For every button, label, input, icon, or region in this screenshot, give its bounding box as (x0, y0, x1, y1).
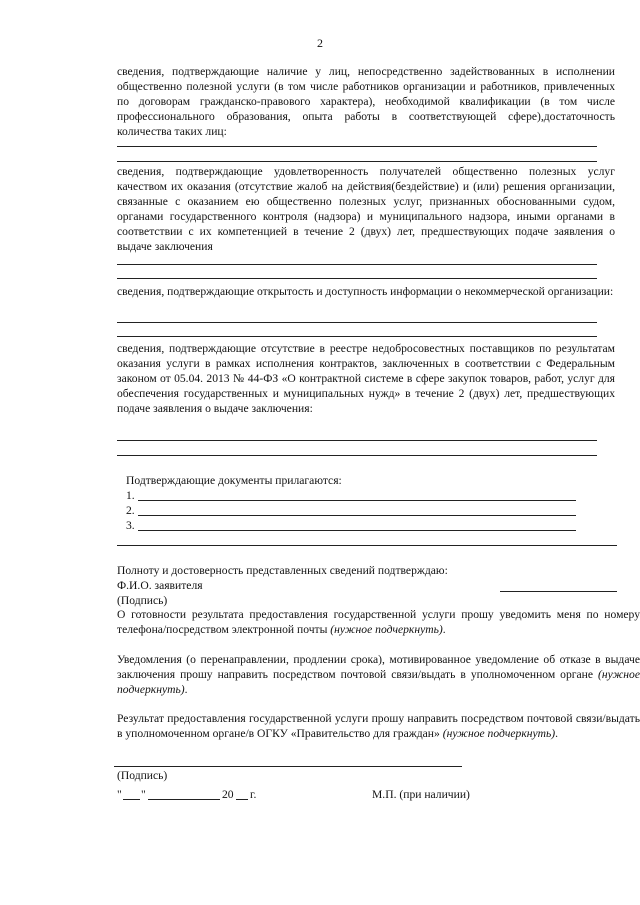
date-year-suffix: г. (250, 788, 257, 801)
applicant-signature-label: (Подпись) (117, 594, 168, 607)
result-delivery-body: Результат предоставления государственной услуги прошу направить посредством почтовой связи/выдать в уполномоченном органе/в ОГКУ «Правительство для граждан» (117, 712, 640, 740)
date-open-quote: " (117, 788, 122, 801)
attachment-field-1[interactable] (138, 500, 576, 501)
result-delivery-note: (нужное подчеркнуть) (442, 727, 556, 740)
date-year-field[interactable] (236, 799, 248, 800)
staff-qualification-text: сведения, подтверждающие наличие у лиц, непосредственно задействованных в исполнении общественно полезной услуги (в том числе работников организации и работников, привлеченных по договорам гражданско-правового характера), необходимой квалификации (в том числе профессионального образования, опыта работы в соответствующей сфере),достаточность количества таких лиц: (117, 65, 615, 138)
footer-signature-label: (Подпись) (117, 769, 168, 782)
registry-answer-line-1[interactable] (117, 440, 597, 441)
registry-text: сведения, подтверждающие отсутствие в реестре недобросовестных поставщиков по результатам оказания услуги в рамках исполнения контрактов, заключенных в соответствии с Федеральным законом от 05.04. 2013 № 44-ФЗ «О контрактной системе в сфере закупок товаров, работ, услуг для обеспечения государственных и муниципальных нужд» в течение 2 (двух) лет, предшествующих подаче заявления о выдаче заключения: (117, 342, 615, 415)
attachment-number: 2. (126, 504, 135, 517)
staff-answer-line-2[interactable] (117, 161, 597, 162)
staff-answer-line-1[interactable] (117, 146, 597, 147)
ready-notification-end: . (442, 623, 446, 636)
applicant-name-label: Ф.И.О. заявителя (117, 579, 203, 592)
page-number: 2 (317, 36, 323, 50)
satisfaction-answer-line-1[interactable] (117, 264, 597, 265)
attachment-field-3[interactable] (138, 530, 576, 531)
openness-answer-line-2[interactable] (117, 336, 597, 337)
ready-notification-body: О готовности результата предоставления государственной услуги прошу уведомить меня по номеру телефона/посредством электронной почты (117, 608, 640, 636)
satisfaction-text: сведения, подтверждающие удовлетворенность получателей общественно полезных услуг качеством их оказания (отсутствие жалоб на действия(бездействие) и (или) решения организации, связанные с оказанием ею общественно полезных услуг, признанных обоснованными судом, органами государственного контроля (надзора) и муниципального надзора, иными органами в соответствии с их компетенцией в течение 2 (двух) лет, предшествующих подаче заявления о выдаче заключения (117, 165, 615, 253)
attachment-number: 1. (126, 489, 135, 502)
satisfaction-answer-line-2[interactable] (117, 278, 597, 279)
signature-line[interactable] (114, 766, 462, 767)
attachments-heading: Подтверждающие документы прилагаются: (126, 474, 342, 487)
refusal-notification-text (117, 652, 640, 697)
date-close-quote: " (141, 788, 146, 801)
ready-notification-text (117, 607, 640, 637)
openness-text: сведения, подтверждающие открытость и доступность информации о некоммерческой организации: (117, 285, 614, 298)
result-delivery-end: . (555, 727, 559, 740)
result-delivery-text (117, 711, 640, 756)
date-year-prefix: 20 (222, 788, 234, 801)
attachment-field-2[interactable] (138, 515, 576, 516)
registry-answer-line-2[interactable] (117, 455, 597, 456)
refusal-notification-body: Уведомления (о перенаправлении, продлении срока), мотивированное уведомление об отказе в выдаче заключения прошу направить посредством почтовой связи/выдать в уполномоченном органе (117, 653, 640, 681)
ready-notification-note: (нужное подчеркнуть) (330, 623, 443, 636)
refusal-notification-end: . (184, 683, 188, 696)
stamp-label: М.П. (при наличии) (372, 788, 470, 801)
attachments-divider (117, 545, 617, 546)
date-day-field[interactable] (123, 799, 140, 800)
date-month-field[interactable] (148, 799, 220, 800)
refusal-notification-note: (нужное подчеркнуть) (117, 668, 640, 696)
openness-answer-line-1[interactable] (117, 322, 597, 323)
applicant-name-field[interactable] (500, 591, 617, 592)
confirmation-statement: Полноту и достоверность представленных сведений подтверждаю: (117, 564, 448, 577)
attachment-number: 3. (126, 519, 135, 532)
